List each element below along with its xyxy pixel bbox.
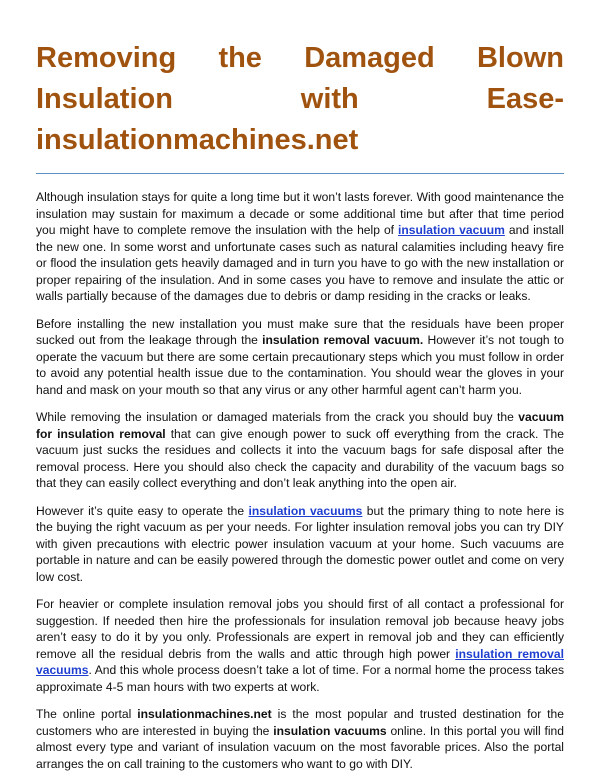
title-word: Ease- — [486, 83, 564, 115]
bold-text: insulation vacuums — [273, 723, 387, 738]
paragraph-5 — [36, 596, 564, 695]
text-run: . And this whole process doesn’t take a lot of time. For a normal home the process takes approximate 4-5 man hours with two experts at work. — [36, 663, 564, 694]
text-run: and install the new one. In some worst and unfortunate cases such as natural calamities including heavy fire or flood the insulation gets heavily damaged and in turn you have to go with the new installation or proper repairing of the insulation. And in some cases you have to remove and insulate the attic or walls partially because of the damages due to debris or damp residing in the cracks or leaks. — [36, 223, 564, 303]
text-run: However it’s not tough to operate the vacuum but there are some certain precautionary steps which you must follow in order to avoid any potential health issue due to the contamination. You should wear the gloves in your hand and mask on your mouth so that any virus or any other harmful agent can’t harm you. — [36, 333, 565, 397]
title-word: Damaged — [304, 42, 435, 74]
title-word: with — [300, 83, 359, 115]
text-run: Before installing the new installation you must make sure that the residuals have been proper sucked out from the leakage through the — [36, 316, 564, 347]
paragraph-3 — [36, 409, 564, 492]
bold-text: vacuum for insulation removal — [36, 410, 564, 441]
text-run: online. In this portal you will find almost every type and variant of insulation vacuum on the most favorable prices. Also the portal arranges the on call training to the customers who want to go with DIY. — [36, 723, 564, 771]
paragraph-4 — [36, 503, 564, 586]
text-run: However it’s quite easy to operate the — [36, 503, 249, 518]
title-word: Removing — [36, 42, 177, 74]
text-run: While removing the insulation or damaged materials from the crack you should buy the — [36, 410, 519, 424]
bold-text: insulation removal vacuum. — [262, 333, 424, 347]
title-word: the — [218, 42, 262, 74]
title-line-1 — [36, 38, 564, 79]
title-line-2 — [36, 79, 564, 120]
paragraph-2 — [36, 316, 564, 399]
bold-text: insulationmachines.net — [137, 707, 272, 721]
text-run: The online portal — [36, 707, 138, 721]
text-run: but the primary thing to note here is the buying the right vacuum as per your needs. For lighter insulation removal jobs you can try DIY with given precautions with electric power insulation vacuum at your home. Such vacuums are portable in nature and can be easily powered through the domestic power outlet and come on very low cost. — [36, 503, 564, 584]
text-run: is the most popular and trusted destination for the customers who are interested in buying the — [36, 707, 564, 738]
insulation-vacuums-link[interactable]: insulation vacuums — [248, 503, 363, 518]
insulation-vacuum-link[interactable]: insulation vacuum — [398, 223, 505, 237]
insulation-removal-vacuums-link[interactable]: insulation removal vacuums — [36, 646, 564, 677]
article-body — [36, 189, 564, 772]
paragraph-6 — [36, 706, 564, 772]
text-run: that can give enough power to suck off everything from the crack. The vacuum just sucks the residues and collects it into the vacuum bags for safe disposal after the removal process. Here you should also check the capacity and durability of the vacuum bags so that they can easily collect everything and don’t leak anything into the open air. — [36, 426, 564, 490]
page-title — [36, 38, 564, 161]
title-divider — [36, 173, 564, 174]
paragraph-1 — [36, 189, 564, 305]
text-run: Although insulation stays for quite a long time but it won’t lasts forever. With good maintenance the insulation may sustain for maximum a decade or some additional time but after that time period you might have to complete remove the insulation with the help of — [36, 190, 564, 237]
title-line-3 — [36, 120, 564, 161]
title-word: insulationmachines.net — [36, 124, 359, 156]
title-word: Blown — [476, 42, 564, 74]
title-word: Insulation — [36, 83, 173, 115]
text-run: For heavier or complete insulation removal jobs you should first of all contact a professional for suggestion. If needed then hire the professionals for insulation removal job because heavy jobs aren’t easy to do it by you only. Professionals are expert in removal job and they can efficiently remove all the residual debris from the walls and attic through high power — [36, 597, 564, 661]
